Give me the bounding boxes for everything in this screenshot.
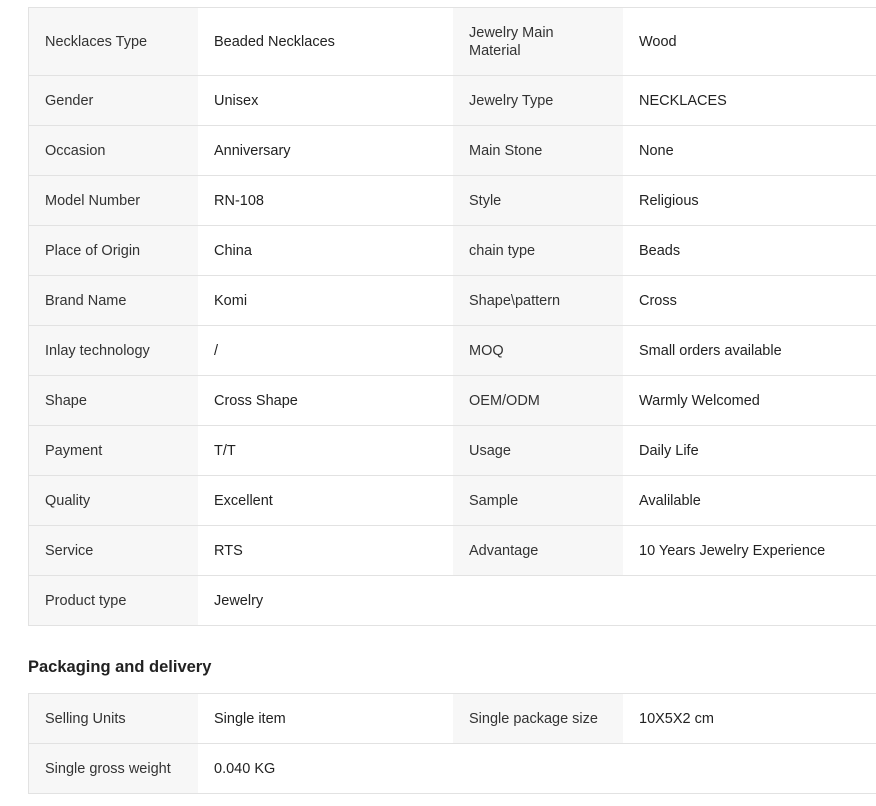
- attribute-value: Beaded Necklaces: [198, 8, 453, 75]
- attribute-value: Jewelry: [198, 576, 453, 625]
- attribute-key: Gender: [29, 76, 198, 125]
- attribute-key: Single gross weight: [29, 744, 198, 793]
- table-row: [29, 326, 876, 376]
- packaging-heading: Packaging and delivery: [28, 658, 212, 676]
- attribute-value: T/T: [198, 426, 453, 475]
- attribute-key: chain type: [453, 226, 623, 275]
- attribute-key: Main Stone: [453, 126, 623, 175]
- attribute-value: Beads: [623, 226, 876, 275]
- attribute-key: Advantage: [453, 526, 623, 575]
- table-row: [29, 476, 876, 526]
- attribute-key: Style: [453, 176, 623, 225]
- table-row: [29, 694, 876, 744]
- attribute-key: MOQ: [453, 326, 623, 375]
- attribute-value: RN-108: [198, 176, 453, 225]
- table-row: [29, 576, 876, 626]
- attribute-key: Jewelry Main Material: [453, 8, 623, 75]
- attribute-key: [453, 576, 623, 625]
- attribute-value: Unisex: [198, 76, 453, 125]
- attribute-value: Warmly Welcomed: [623, 376, 876, 425]
- table-row: [29, 376, 876, 426]
- attribute-value: Excellent: [198, 476, 453, 525]
- table-row: [29, 276, 876, 326]
- attribute-key: Brand Name: [29, 276, 198, 325]
- table-row: [29, 76, 876, 126]
- attribute-key: Sample: [453, 476, 623, 525]
- attribute-key: [453, 744, 623, 793]
- attribute-value: RTS: [198, 526, 453, 575]
- attribute-key: Occasion: [29, 126, 198, 175]
- attribute-value: Daily Life: [623, 426, 876, 475]
- attribute-key: Model Number: [29, 176, 198, 225]
- table-row: [29, 744, 876, 794]
- packaging-table: [28, 693, 876, 794]
- attribute-value: China: [198, 226, 453, 275]
- attribute-value: Cross Shape: [198, 376, 453, 425]
- attribute-key: Product type: [29, 576, 198, 625]
- table-row: [29, 8, 876, 76]
- attribute-key: Usage: [453, 426, 623, 475]
- attribute-value: [623, 744, 876, 793]
- attribute-key: Place of Origin: [29, 226, 198, 275]
- attribute-key: Single package size: [453, 694, 623, 743]
- table-row: [29, 526, 876, 576]
- attribute-value: 10X5X2 cm: [623, 694, 876, 743]
- table-row: [29, 126, 876, 176]
- attribute-key: Selling Units: [29, 694, 198, 743]
- attribute-value: /: [198, 326, 453, 375]
- attribute-value: Wood: [623, 8, 876, 75]
- table-row: [29, 226, 876, 276]
- attribute-key: Shape: [29, 376, 198, 425]
- attribute-value: Single item: [198, 694, 453, 743]
- attribute-value: 0.040 KG: [198, 744, 453, 793]
- attribute-key: Quality: [29, 476, 198, 525]
- table-row: [29, 176, 876, 226]
- attribute-value: Small orders available: [623, 326, 876, 375]
- attribute-value: None: [623, 126, 876, 175]
- attribute-value: 10 Years Jewelry Experience: [623, 526, 876, 575]
- attribute-key: Jewelry Type: [453, 76, 623, 125]
- table-row: [29, 426, 876, 476]
- attribute-key: Inlay technology: [29, 326, 198, 375]
- attribute-key: Service: [29, 526, 198, 575]
- attribute-key: Shape\pattern: [453, 276, 623, 325]
- attribute-key: Payment: [29, 426, 198, 475]
- attribute-value: Avalilable: [623, 476, 876, 525]
- attribute-value: [623, 576, 876, 625]
- attribute-value: Anniversary: [198, 126, 453, 175]
- attribute-value: Religious: [623, 176, 876, 225]
- attribute-key: Necklaces Type: [29, 8, 198, 75]
- attribute-key: OEM/ODM: [453, 376, 623, 425]
- attribute-value: Komi: [198, 276, 453, 325]
- attribute-value: Cross: [623, 276, 876, 325]
- attribute-value: NECKLACES: [623, 76, 876, 125]
- product-attributes-table: [28, 7, 876, 626]
